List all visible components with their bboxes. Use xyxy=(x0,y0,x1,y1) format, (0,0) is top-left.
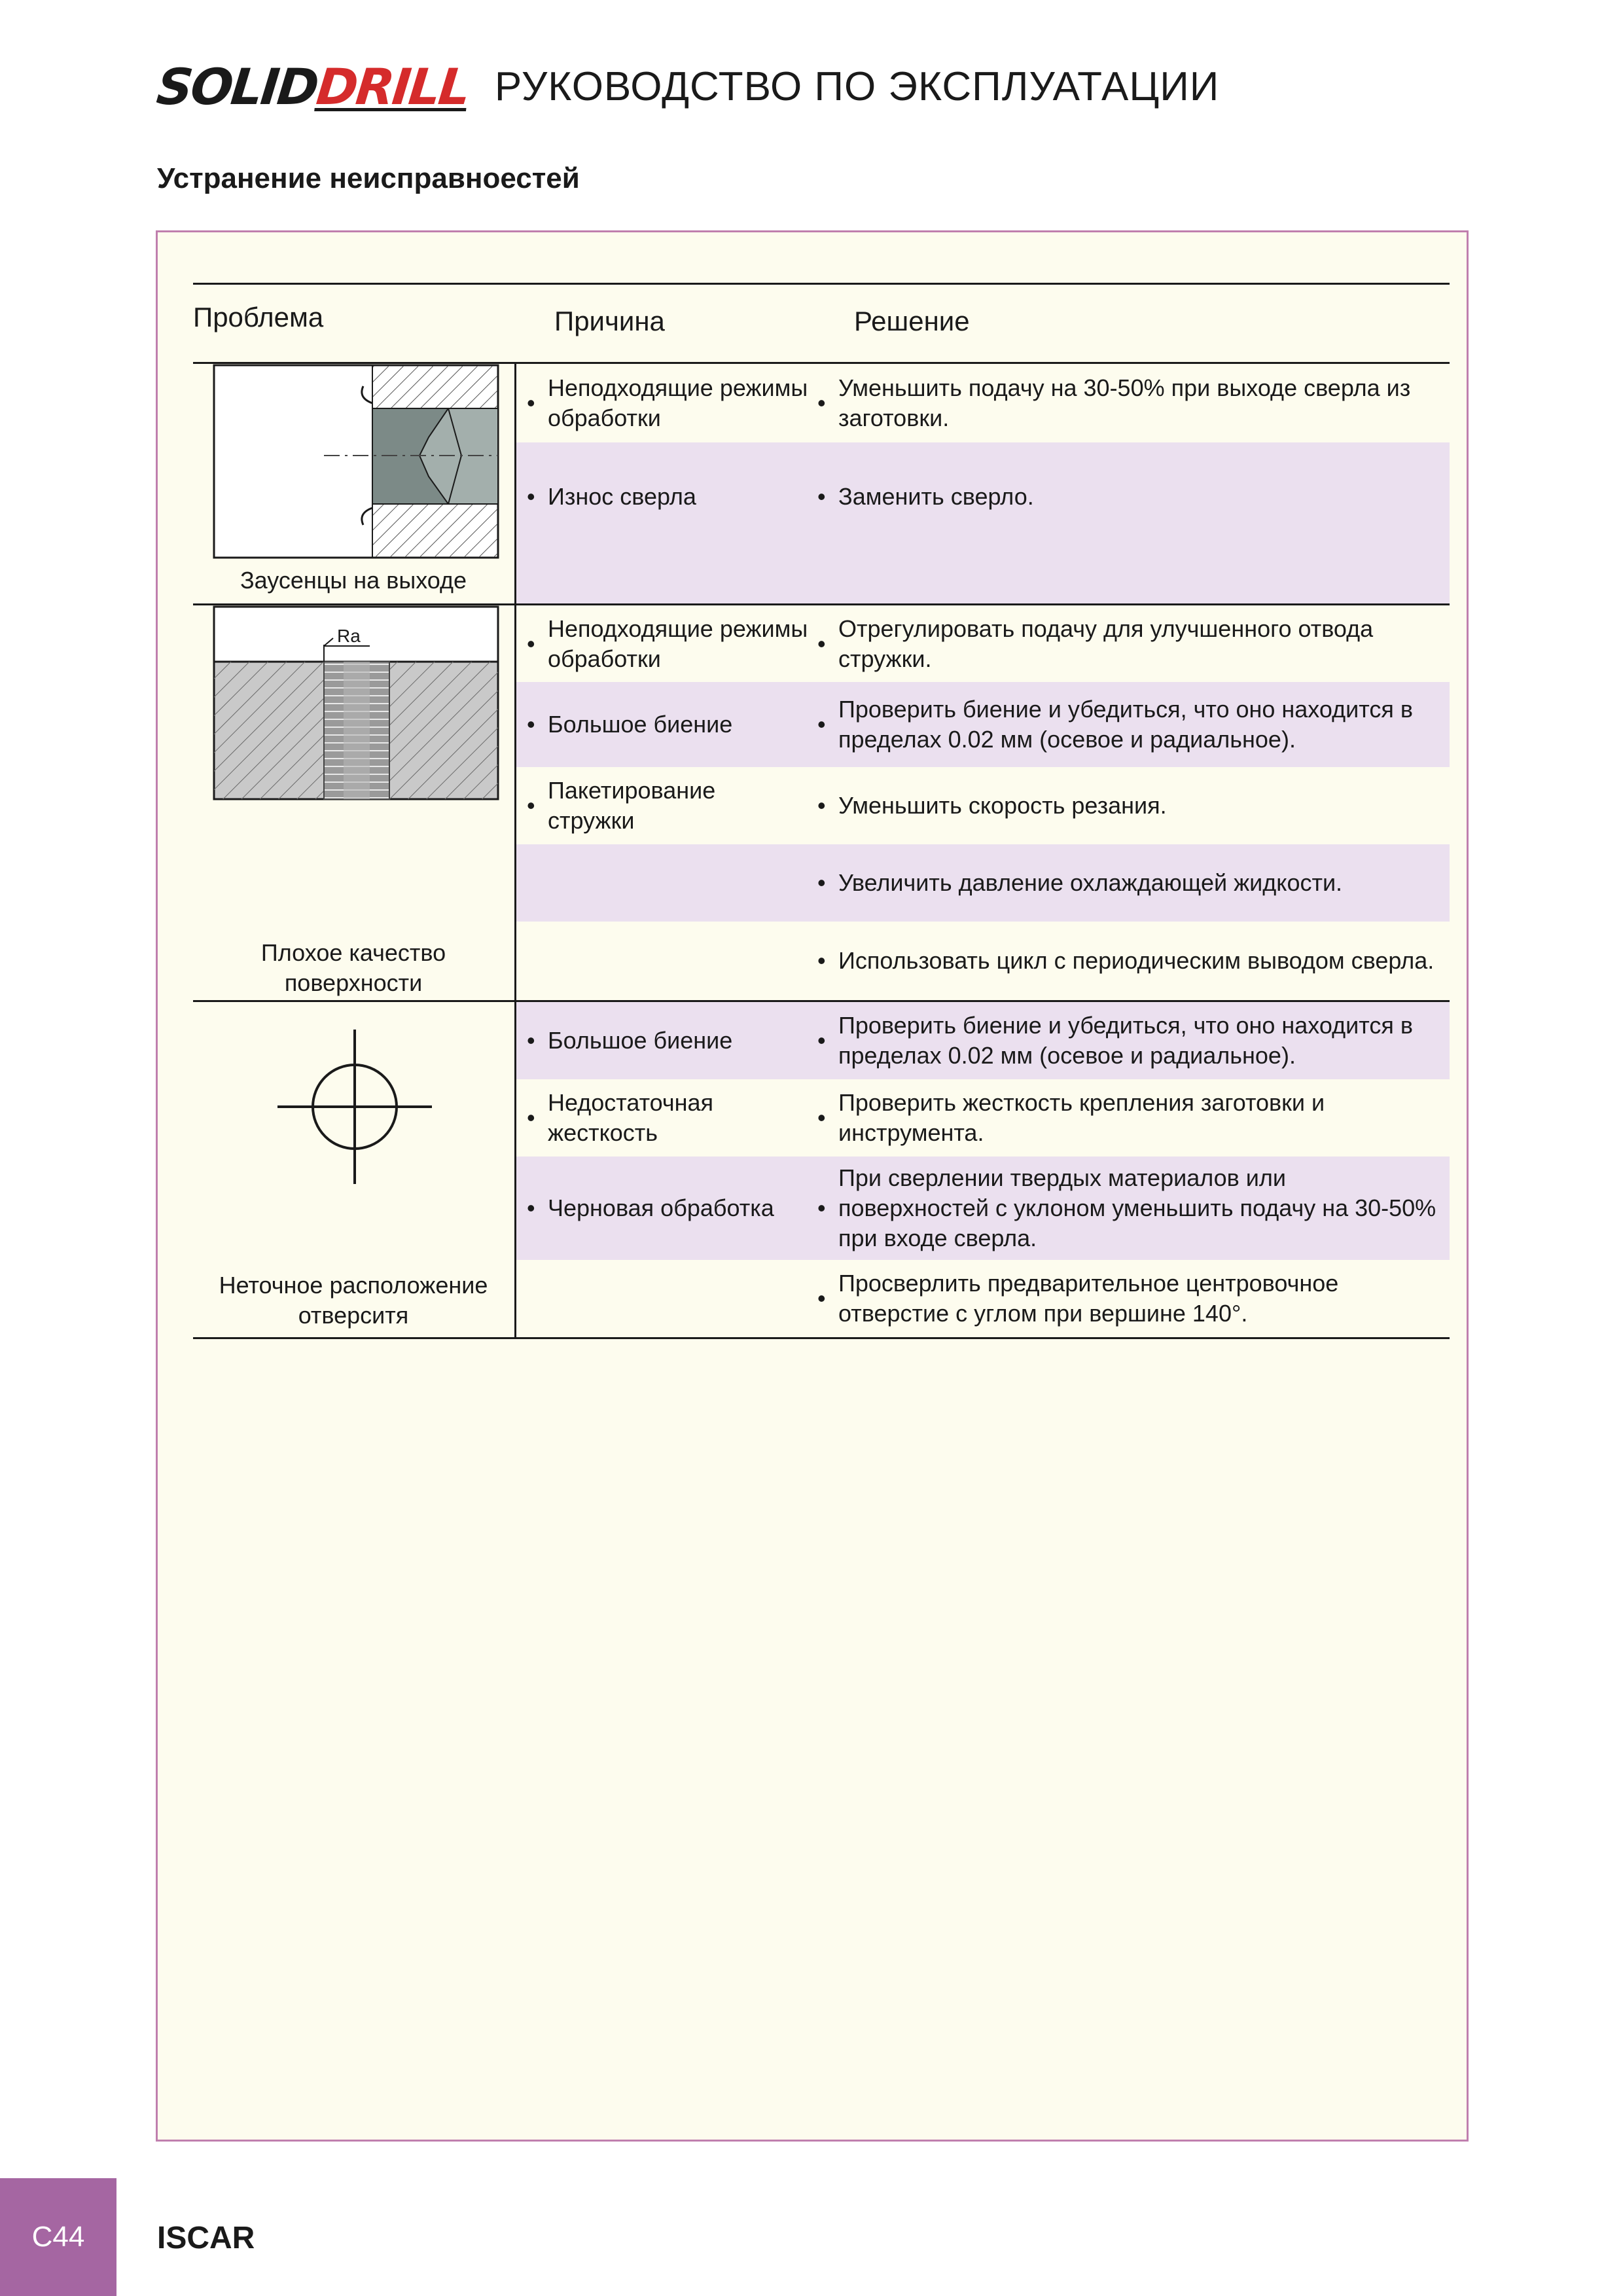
table-row xyxy=(516,682,1450,767)
problem-group-position xyxy=(193,1002,1450,1339)
header-cause: Причина xyxy=(554,306,665,336)
table-row xyxy=(516,364,1450,442)
solution-cell: • Уменьшить скорость резания. xyxy=(817,792,1167,819)
header-problem: Проблема xyxy=(193,302,324,332)
table-row xyxy=(516,767,1450,844)
solution-cell: • Уменьшить подачу на 30-50% при выходе сверла из заготовки. xyxy=(817,374,1411,431)
surface-roughness-diagram-icon xyxy=(213,605,501,802)
cause-cell: • Черновая обработка xyxy=(527,1194,774,1221)
solution-cell: • Отрегулировать подачу для улучшенного отвода стружки. xyxy=(817,615,1374,672)
drill-exit-burrs-diagram-icon xyxy=(213,364,501,560)
problem-label: Заусенцы на выходе xyxy=(240,567,467,594)
problem-cell xyxy=(193,1002,516,1337)
cause-cell: • Неподходящие режимы обработки xyxy=(527,615,808,672)
solution-cell: • Просверлить предварительное центровочное отверстие с углом при вершине 140°. xyxy=(817,1270,1339,1327)
page-header xyxy=(154,57,1220,116)
problem-label: Плохое качество поверхности xyxy=(260,939,446,996)
solution-cell: • Проверить биение и убедиться, что оно находится в пределах 0.02 мм (осевое и радиальное). xyxy=(817,1012,1413,1069)
page-number-tab xyxy=(0,2178,116,2296)
table-row xyxy=(516,1260,1450,1337)
section-title: Устранение неисправноестей xyxy=(157,162,580,194)
table-row xyxy=(516,1079,1450,1157)
cause-cell: • Пакетирование стружки xyxy=(527,777,716,834)
ra-label: Ra xyxy=(337,626,361,646)
cause-cell: • Недостаточная жесткость xyxy=(527,1089,714,1146)
cause-cell: • Износ сверла xyxy=(527,483,696,510)
table-row xyxy=(516,1157,1450,1260)
problem-cell xyxy=(193,364,516,603)
table-row xyxy=(516,1002,1450,1079)
solution-cell: • Проверить жесткость крепления заготовки и инструмента. xyxy=(817,1089,1325,1146)
cause-cell: • Неподходящие режимы обработки xyxy=(527,374,808,431)
problem-cell xyxy=(193,605,516,1000)
table-row xyxy=(516,844,1450,922)
document-title: РУКОВОДСТВО ПО ЭКСПЛУАТАЦИИ xyxy=(494,63,1220,109)
cause-cell: • Большое биение xyxy=(527,1027,733,1054)
table-header xyxy=(193,283,1450,364)
logo-drill-text: DRILL xyxy=(313,57,472,116)
problem-group-surface xyxy=(193,605,1450,1002)
header-solution: Решение xyxy=(854,306,970,336)
footer-brand: ISCAR xyxy=(157,2221,255,2255)
solution-cell: • При сверлении твердых материалов или поверхностей с уклоном уменьшить подачу на 30-50% при входе сверла. xyxy=(817,1164,1436,1251)
soliddrill-logo xyxy=(154,58,471,116)
solution-cell: • Увеличить давление охлаждающей жидкости. xyxy=(817,869,1343,896)
logo-solid-text: SOLID xyxy=(154,57,320,116)
rows-container xyxy=(516,364,1450,603)
table-row xyxy=(516,605,1450,682)
rows-container xyxy=(516,1002,1450,1337)
table-row xyxy=(516,922,1450,1000)
troubleshooting-table xyxy=(193,283,1450,1339)
problem-label: Неточное расположение отверситя xyxy=(219,1272,488,1329)
page-number: C44 xyxy=(31,2221,85,2253)
problem-group-burrs xyxy=(193,364,1450,605)
solution-cell: • Использовать цикл с периодическим выводом сверла. xyxy=(817,947,1435,974)
cause-cell: • Большое биение xyxy=(527,711,733,738)
crosshair-position-icon xyxy=(276,1028,433,1185)
table-row xyxy=(516,442,1450,603)
solution-cell: • Заменить сверло. xyxy=(817,483,1034,510)
solution-cell: • Проверить биение и убедиться, что оно находится в пределах 0.02 мм (осевое и радиальное). xyxy=(817,696,1413,753)
rows-container xyxy=(516,605,1450,1000)
